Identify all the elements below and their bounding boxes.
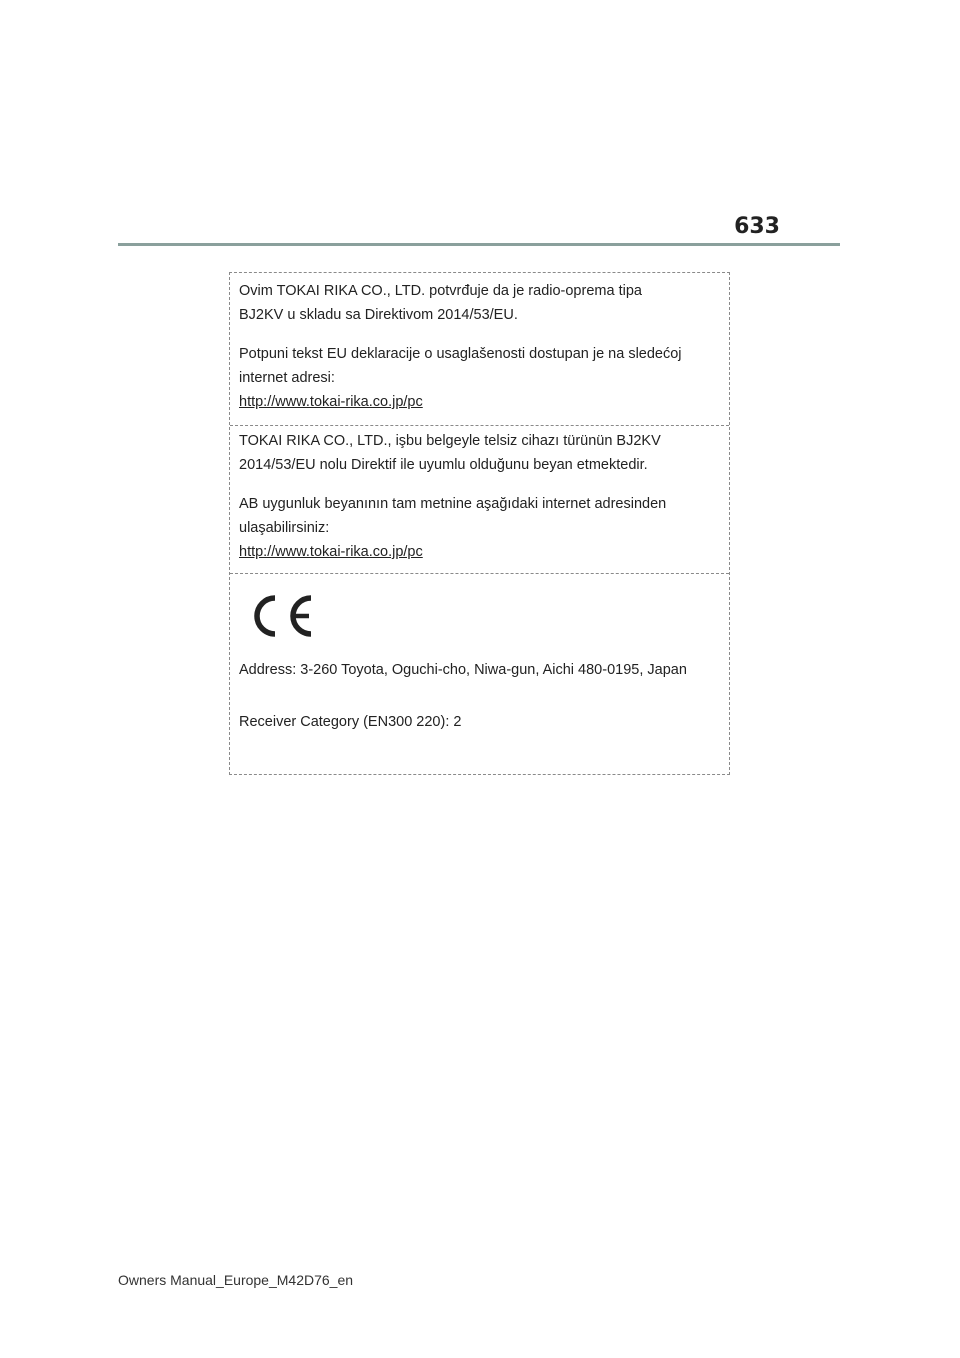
declaration-box (229, 272, 730, 775)
croatian-info (239, 342, 723, 414)
croatian-line-1: Ovim TOKAI RIKA CO., LTD. potvrđuje da je radio-oprema tipa (239, 283, 642, 299)
page-number: 633 (734, 214, 780, 239)
croatian-line-4: internet adresi: (239, 370, 335, 386)
croatian-link[interactable]: http://www.tokai-rika.co.jp/pc (239, 394, 423, 410)
turkish-info (239, 492, 723, 564)
turkish-line-3: AB uygunluk beyanının tam metnine aşağıdaki internet adresinden (239, 496, 667, 512)
section-croatian (230, 273, 729, 425)
turkish-statement (239, 429, 723, 477)
turkish-line-4: ulaşabilirsiniz: (239, 520, 330, 536)
ce-mark-icon (248, 592, 316, 640)
croatian-line-3: Potpuni tekst EU deklaracije o usaglašenosti dostupan je na sledećoj (239, 346, 682, 362)
turkish-link[interactable]: http://www.tokai-rika.co.jp/pc (239, 544, 423, 560)
receiver-category: Receiver Category (EN300 220): 2 (239, 714, 462, 730)
croatian-statement (239, 279, 723, 327)
turkish-line-2: 2014/53/EU nolu Direktif ile uyumlu olduğunu beyan etmektedir. (239, 457, 648, 473)
croatian-line-2: BJ2KV u skladu sa Direktivom 2014/53/EU. (239, 307, 518, 323)
manufacturer-address: Address: 3-260 Toyota, Oguchi-cho, Niwa-gun, Aichi 480-0195, Japan (239, 662, 687, 678)
section-turkish (230, 425, 729, 573)
section-ce (230, 573, 729, 774)
header-rule (118, 243, 840, 246)
footer-manual-id: Owners Manual_Europe_M42D76_en (118, 1272, 354, 1288)
turkish-line-1: TOKAI RIKA CO., LTD., işbu belgeyle telsiz cihazı türünün BJ2KV (239, 433, 661, 449)
